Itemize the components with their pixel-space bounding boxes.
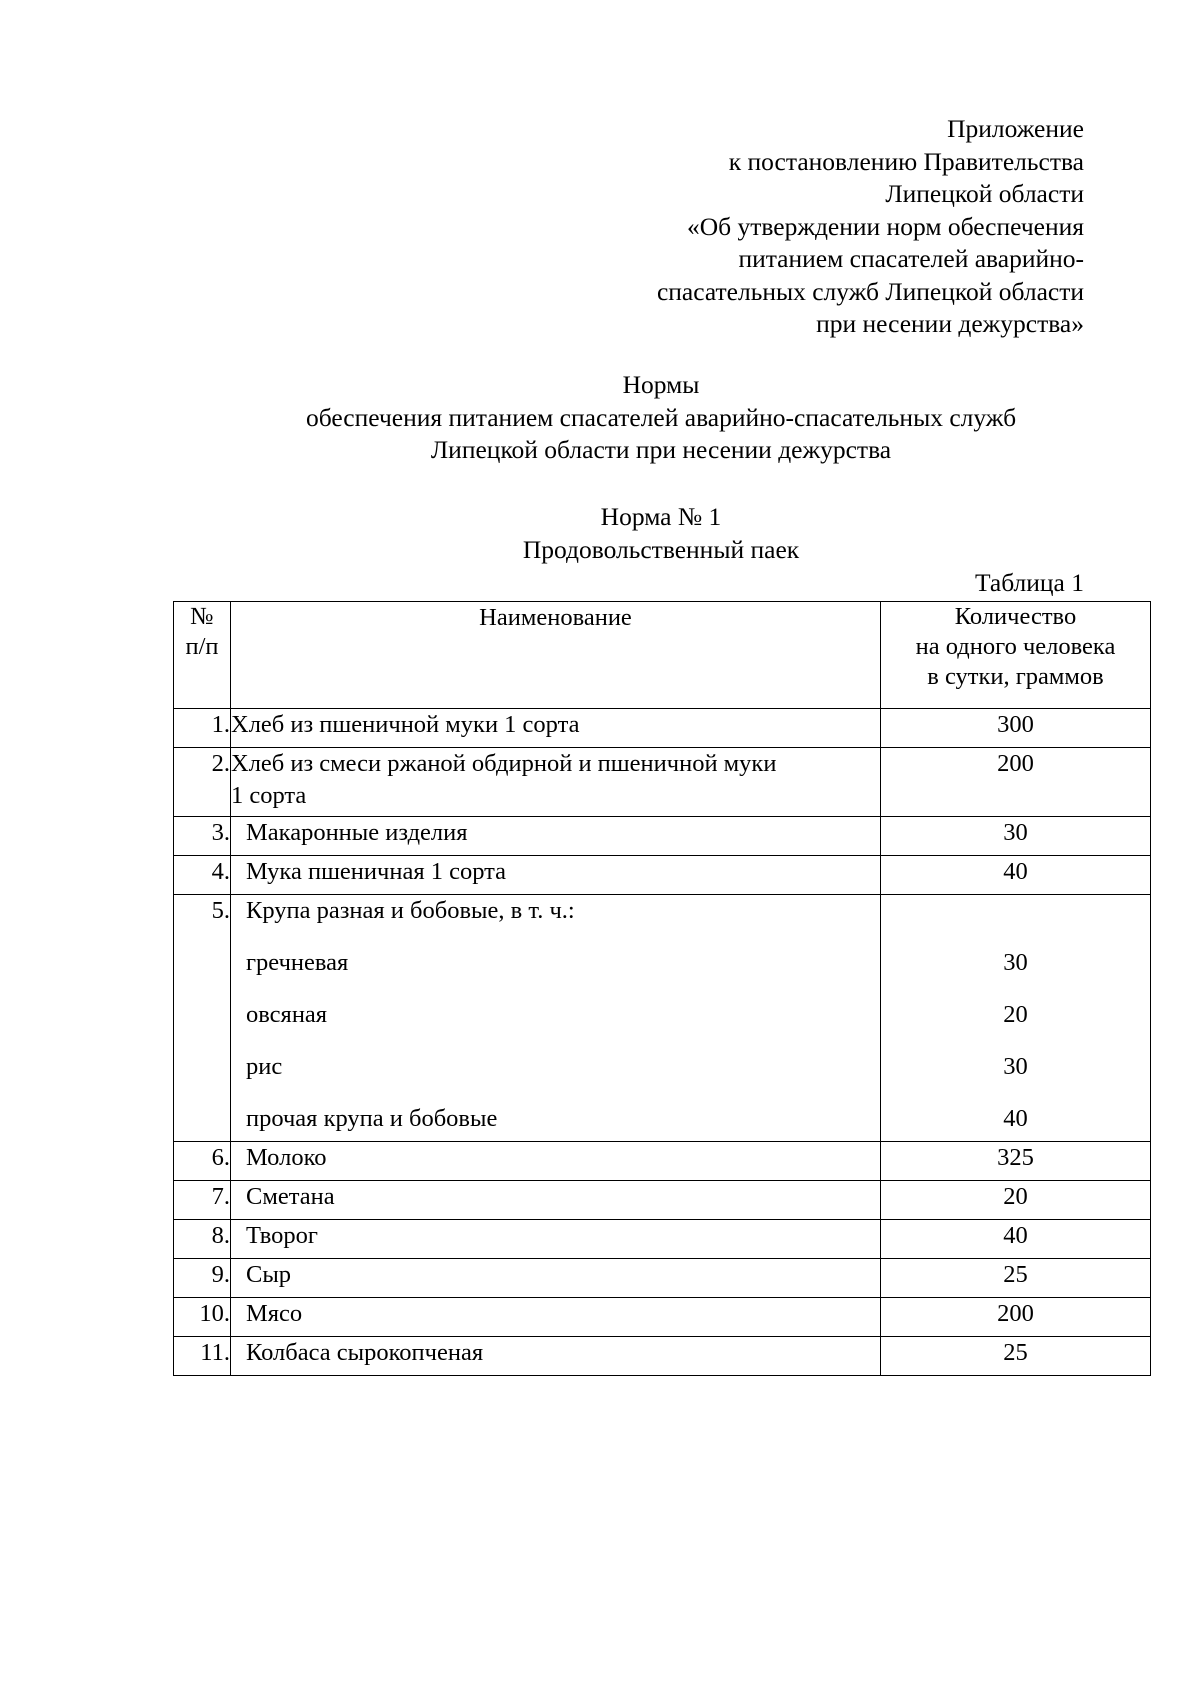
row-quantity [881, 895, 1151, 1142]
table-row [174, 1142, 1151, 1181]
header-name: Наименование [231, 602, 881, 709]
norms-title [0, 369, 1200, 467]
row-number: 3. [174, 817, 231, 856]
row-name: Молоко [231, 1142, 881, 1181]
table-row [174, 748, 1151, 817]
appendix-line: Липецкой области [885, 179, 1084, 208]
row-quantity: 40 [881, 1220, 1151, 1259]
cereal-group-label: Крупа разная и бобовые, в т. ч.: [246, 897, 575, 924]
row-name: Сыр [231, 1259, 881, 1298]
table-row [174, 1298, 1151, 1337]
table-row [174, 709, 1151, 748]
row-name: Сметана [231, 1181, 881, 1220]
row-quantity: 40 [881, 856, 1151, 895]
row-quantity: 200 [881, 1298, 1151, 1337]
row-name: Хлеб из пшеничной муки 1 сорта [231, 709, 881, 748]
row-name: Колбаса сырокопченая [231, 1337, 881, 1376]
cereal-group-quantity [881, 895, 1150, 947]
appendix-block [657, 113, 1084, 341]
row-quantity: 30 [881, 817, 1151, 856]
header-number-line: № [190, 603, 214, 630]
row-name: Макаронные изделия [231, 817, 881, 856]
cereal-item-quantity: 40 [1003, 1105, 1028, 1132]
row-quantity: 300 [881, 709, 1151, 748]
row-number: 8. [174, 1220, 231, 1259]
row-number: 1. [174, 709, 231, 748]
cereal-item-quantity: 20 [1003, 1001, 1028, 1028]
table-header-row [174, 602, 1151, 709]
row-number: 10. [174, 1298, 231, 1337]
row-name-line: 1 сорта [231, 782, 307, 809]
row-name [231, 895, 881, 1142]
row-quantity: 20 [881, 1181, 1151, 1220]
header-number [174, 602, 231, 709]
header-quantity-line: в сутки, граммов [927, 663, 1104, 690]
table-row [174, 1337, 1151, 1376]
row-name-line: Хлеб из смеси ржаной обдирной и пшеничной муки [231, 750, 777, 777]
norms-title-line: обеспечения питанием спасателей аварийно-спасательных служб [305, 402, 1017, 432]
norms-title-line: Липецкой области при несении дежурства [430, 435, 892, 464]
norms-title-line: Нормы [622, 370, 700, 399]
header-number-line: п/п [185, 633, 219, 660]
row-quantity: 325 [881, 1142, 1151, 1181]
table-row [174, 1259, 1151, 1298]
cereal-item-name: прочая крупа и бобовые [246, 1105, 498, 1132]
row-number: 9. [174, 1259, 231, 1298]
row-quantity: 25 [881, 1337, 1151, 1376]
row-number: 7. [174, 1181, 231, 1220]
row-number: 2. [174, 748, 231, 817]
row-name [231, 748, 881, 817]
norm-heading [0, 501, 1200, 566]
appendix-line: спасательных служб Липецкой области [656, 276, 1084, 306]
norm-name: Продовольственный паек [522, 534, 800, 564]
header-quantity-line: Количество [954, 603, 1077, 630]
norm-number: Норма № 1 [600, 502, 722, 531]
appendix-line: питанием спасателей аварийно- [738, 244, 1084, 273]
table-row [174, 1220, 1151, 1259]
appendix-line: при несении дежурства» [816, 309, 1084, 338]
table-row [174, 856, 1151, 895]
appendix-line: «Об утверждении норм обеспечения [686, 211, 1084, 241]
row-quantity: 25 [881, 1259, 1151, 1298]
appendix-line: к постановлению Правительства [728, 146, 1084, 176]
table-label: Таблица 1 [974, 568, 1084, 597]
row-name: Творог [231, 1220, 881, 1259]
header-quantity-line: на одного человека [915, 633, 1116, 660]
table-row [174, 817, 1151, 856]
table-row [174, 895, 1151, 1142]
cereal-item-name: овсяная [246, 1001, 328, 1028]
row-name: Мясо [231, 1298, 881, 1337]
cereal-item-name: гречневая [246, 949, 349, 976]
row-number: 6. [174, 1142, 231, 1181]
row-number: 4. [174, 856, 231, 895]
row-number: 5. [174, 895, 231, 1142]
row-number: 11. [174, 1337, 231, 1376]
norms-table [173, 601, 1151, 1376]
cereal-item-quantity: 30 [1003, 949, 1028, 976]
header-quantity [881, 602, 1151, 709]
appendix-line: Приложение [947, 114, 1084, 143]
cereal-item-name: рис [246, 1053, 283, 1080]
row-quantity: 200 [881, 748, 1151, 817]
row-name: Мука пшеничная 1 сорта [231, 856, 881, 895]
cereal-item-quantity: 30 [1003, 1053, 1028, 1080]
table-row [174, 1181, 1151, 1220]
